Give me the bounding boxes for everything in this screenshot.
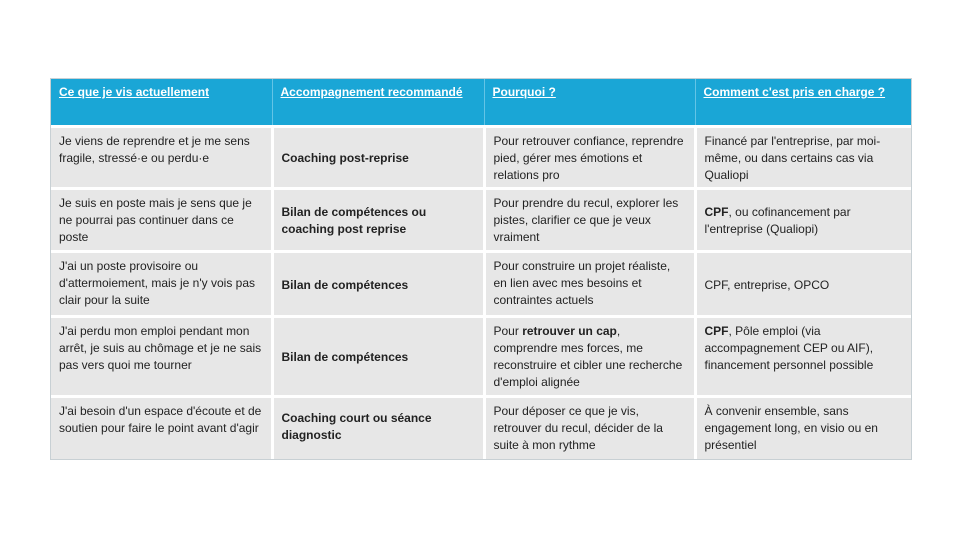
table-row bbox=[51, 189, 911, 252]
cell-funding bbox=[695, 317, 911, 397]
why-intro: Pour bbox=[493, 324, 523, 338]
cell-recommendation: Bilan de compétences bbox=[272, 252, 484, 317]
recommendation-table bbox=[51, 79, 911, 459]
cell-situation: J'ai un poste provisoire ou d'attermoiement, mais je n'y vois pas clair pour la suite bbox=[51, 252, 272, 317]
header-funding: Comment c'est pris en charge ? bbox=[695, 79, 911, 127]
cell-why bbox=[484, 317, 695, 397]
cell-situation: J'ai perdu mon emploi pendant mon arrêt, je suis au chômage et je ne sais pas vers quoi me tourner bbox=[51, 317, 272, 397]
header-why: Pourquoi ? bbox=[484, 79, 695, 127]
header-situation: Ce que je vis actuellement bbox=[51, 79, 272, 127]
header-recommendation: Accompagnement recommandé bbox=[272, 79, 484, 127]
cell-situation: J'ai besoin d'un espace d'écoute et de soutien pour faire le point avant d'agir bbox=[51, 397, 272, 459]
cell-recommendation: Coaching post-reprise bbox=[272, 127, 484, 189]
cell-funding bbox=[695, 189, 911, 252]
cell-situation: Je viens de reprendre et je me sens fragile, stressé·e ou perdu·e bbox=[51, 127, 272, 189]
cell-situation: Je suis en poste mais je sens que je ne pourrai pas continuer dans ce poste bbox=[51, 189, 272, 252]
cell-recommendation: Bilan de compétences ou coaching post reprise bbox=[272, 189, 484, 252]
cell-recommendation: Coaching court ou séance diagnostic bbox=[272, 397, 484, 459]
cell-recommendation: Bilan de compétences bbox=[272, 317, 484, 397]
recommendation-table-container bbox=[50, 78, 912, 460]
table-row bbox=[51, 317, 911, 397]
why-emphasis: retrouver un cap bbox=[522, 324, 617, 338]
cell-why: Pour retrouver confiance, reprendre pied, gérer mes émotions et relations pro bbox=[484, 127, 695, 189]
cell-funding: CPF, entreprise, OPCO bbox=[695, 252, 911, 317]
cell-why: Pour construire un projet réaliste, en lien avec mes besoins et contraintes actuels bbox=[484, 252, 695, 317]
cell-funding: À convenir ensemble, sans engagement long, en visio ou en présentiel bbox=[695, 397, 911, 459]
funding-detail: , Pôle emploi (via accompagnement CEP ou AIF), financement personnel possible bbox=[704, 324, 874, 372]
cell-funding: Financé par l'entreprise, par moi-même, ou dans certains cas via Qualiopi bbox=[695, 127, 911, 189]
funding-emphasis: CPF bbox=[704, 324, 729, 338]
cell-why: Pour prendre du recul, explorer les pistes, clarifier ce que je veux vraiment bbox=[484, 189, 695, 252]
table-header-row bbox=[51, 79, 911, 127]
table-row bbox=[51, 252, 911, 317]
cell-why: Pour déposer ce que je vis, retrouver du recul, décider de la suite à mon rythme bbox=[484, 397, 695, 459]
table-row bbox=[51, 127, 911, 189]
funding-emphasis: CPF bbox=[704, 205, 729, 219]
funding-detail: , ou cofinancement par l'entreprise (Qualiopi) bbox=[704, 205, 851, 236]
table-row bbox=[51, 397, 911, 459]
why-detail: , comprendre mes forces, me reconstruire et cibler une recherche d'emploi alignée bbox=[493, 324, 683, 389]
